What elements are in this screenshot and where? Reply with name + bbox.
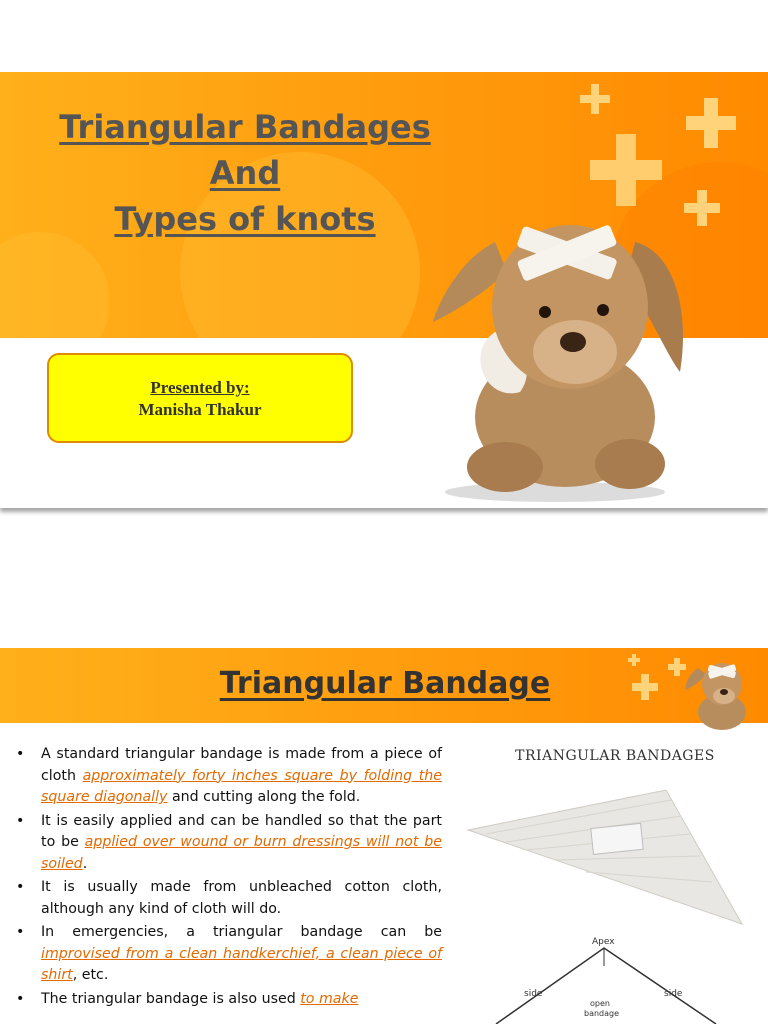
- highlighted-text: to make: [300, 990, 359, 1007]
- diagram-label-center-1: open: [590, 999, 610, 1008]
- highlighted-text: applied over wound or burn dressings will not be soiled: [41, 834, 442, 872]
- bullet-item: [14, 877, 442, 920]
- diagram-label-side-left: side: [524, 989, 543, 999]
- highlighted-text: improvised from a clean handkerchief, a clean piece of shirt: [41, 945, 442, 983]
- plus-cross-icon: [632, 674, 658, 700]
- bullet-item: [14, 922, 442, 987]
- plus-cross-icon: [628, 654, 640, 666]
- diagram-label-apex: Apex: [592, 937, 615, 947]
- bullet-text: It is usually made from unbleached cotton cloth, although any kind of cloth will do.: [41, 879, 442, 917]
- teddy-bear-illustration: [425, 202, 705, 502]
- content-slide: [0, 648, 768, 1024]
- plus-cross-icon: [580, 84, 610, 114]
- triangle-diagram: [486, 934, 736, 1024]
- bullet-text: It is easily applied and can be handled so that the part to be: [41, 812, 442, 850]
- bullet-item: [14, 744, 442, 809]
- bullet-list: [14, 744, 442, 1012]
- bullet-dot: •: [16, 746, 25, 762]
- presenter-name: Manisha Thakur: [138, 400, 262, 419]
- bullet-item: [14, 989, 442, 1011]
- diagram-label-center-2: bandage: [584, 1009, 620, 1018]
- bullet-dot: •: [16, 924, 25, 940]
- title-line-1: Triangular Bandages: [59, 108, 431, 146]
- triangular-bandage-illustration: [466, 786, 746, 932]
- plus-cross-icon: [686, 98, 736, 148]
- figure-title: TRIANGULAR BANDAGES: [515, 748, 715, 764]
- title-line-3: Types of knots: [114, 200, 376, 238]
- bullet-dot: •: [16, 812, 25, 829]
- presenter-box: [47, 353, 353, 443]
- bullet-dot: •: [16, 990, 25, 1007]
- slide-title: Triangular Bandage: [219, 666, 551, 701]
- bullet-text: The triangular bandage is also used: [41, 990, 301, 1007]
- title-slide: [0, 72, 768, 508]
- plus-cross-icon: [590, 134, 662, 206]
- bullet-text: A standard triangular bandage is made from a piece of cloth: [41, 746, 442, 784]
- bullet-text: , etc.: [72, 967, 109, 983]
- bullet-text: In emergencies, a triangular bandage can be: [41, 924, 442, 940]
- bullet-text: and cutting along the fold.: [167, 789, 361, 805]
- diagram-label-side-right: side: [664, 989, 683, 999]
- highlighted-text: approximately forty inches square by folding the square diagonally: [41, 767, 442, 805]
- title-line-2: And: [209, 154, 281, 192]
- presentation-title: [55, 104, 435, 242]
- presented-by-label: Presented by:: [150, 378, 250, 397]
- bullet-text: .: [82, 855, 88, 872]
- bullet-dot: •: [16, 879, 25, 895]
- teddy-bear-illustration: [684, 654, 756, 732]
- bullet-item: [14, 811, 442, 876]
